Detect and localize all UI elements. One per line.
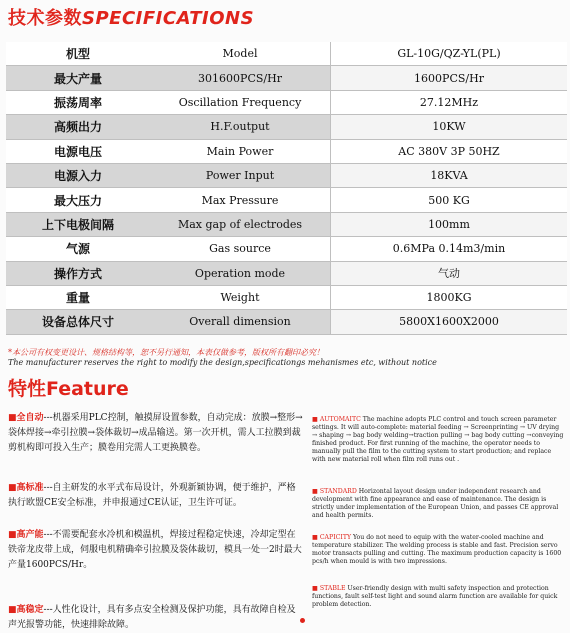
feature-en-tag: AUTOMAITC bbox=[319, 416, 363, 423]
specifications-header-en: SPECIFICATIONS bbox=[82, 8, 255, 29]
disclaimer-notice bbox=[8, 348, 568, 368]
feature-en-tag: CAPICITY bbox=[319, 534, 353, 541]
feature-cn-tag: 全自动 bbox=[16, 413, 44, 423]
page-dot-decoration bbox=[300, 618, 305, 623]
feature-cn-text: ---人性化设计，具有多点安全检测及保护功能，具有故障自检及声光报警功能，快速排除故障。 bbox=[8, 605, 296, 630]
spec-value: 5800X1600X2000 bbox=[331, 310, 568, 334]
spec-label-cn: 最大压力 bbox=[6, 188, 150, 212]
bullet-icon: ■ bbox=[312, 585, 320, 592]
spec-label-en: Weight bbox=[150, 285, 331, 309]
feature-cn-item bbox=[8, 411, 304, 456]
feature-en-text: User-friendly design with multi safety inspection and protection functions, fault self-test light and sound alarm function are available for quick problem detection. bbox=[312, 585, 558, 608]
feature-en-text: You do not need to equip with the water-cooled machine and temperature stabilizer. The welding process is stable and fast. Precision servo motor transacts pulling and cutting. The maximum production capacity is 1600 pcs/h when mould is with two impressions. bbox=[312, 534, 562, 565]
disclaimer-cn: *本公司有权变更设计、规格结构等，恕不另行通知，本表仅做参考，版权所有翻印必究！ bbox=[8, 348, 324, 357]
spec-label-cn: 重量 bbox=[6, 285, 150, 309]
spec-label-en: 301600PCS/Hr bbox=[150, 66, 331, 90]
bullet-icon: ■ bbox=[312, 488, 320, 495]
feature-header-cn: 特性 bbox=[8, 378, 47, 400]
spec-value: 1800KG bbox=[331, 285, 568, 309]
feature-cn-text: ---自主研发的水平式布局设计，外观新颖协调，便于维护，严格执行欧盟CE安全标准，并申报通过CE认证，卫生许可证。 bbox=[8, 483, 296, 508]
spec-label-cn: 电源电压 bbox=[6, 139, 150, 163]
spec-value: AC 380V 3P 50HZ bbox=[331, 139, 568, 163]
spec-label-en: Max gap of electrodes bbox=[150, 212, 331, 236]
spec-row bbox=[6, 139, 567, 163]
spec-row bbox=[6, 261, 567, 285]
spec-value: 10KW bbox=[331, 115, 568, 139]
spec-value: 1600PCS/Hr bbox=[331, 66, 568, 90]
spec-label-cn: 机型 bbox=[6, 42, 150, 66]
bullet-icon: ■ bbox=[312, 416, 320, 423]
spec-row bbox=[6, 310, 567, 334]
spec-value: 100mm bbox=[331, 212, 568, 236]
specifications-table bbox=[6, 42, 567, 335]
feature-cn-text: ---不需要配套水冷机和模温机，焊接过程稳定快速，冷却定型在铁帝龙皮带上成，伺服电机精确牵引拉膜及袋体裁切，模具一处一2时最大产量1600PCS/Hr。 bbox=[8, 530, 302, 570]
spec-value: GL-10G/QZ-YL(PL) bbox=[331, 42, 568, 66]
spec-row bbox=[6, 188, 567, 212]
spec-label-en: Power Input bbox=[150, 163, 331, 187]
feature-cn-tag: 高标准 bbox=[16, 483, 44, 493]
feature-en-tag: STANDARD bbox=[319, 488, 359, 495]
disclaimer-en: The manufacturer reserves the right to modify the design,specificationgs mehanismes etc, without notice bbox=[8, 358, 437, 367]
spec-row bbox=[6, 163, 567, 187]
spec-row bbox=[6, 212, 567, 236]
feature-en-item bbox=[312, 416, 564, 464]
spec-label-en: Main Power bbox=[150, 139, 331, 163]
feature-en-tag: STABLE bbox=[319, 585, 348, 592]
feature-header-en: Feature bbox=[46, 378, 129, 400]
spec-value: 气动 bbox=[331, 261, 568, 285]
spec-label-en: Model bbox=[150, 42, 331, 66]
feature-en-text: Horizontal layout design under independent research and development with fine appearance and ease of maintenance. The design is strictly under implementation of the European Union, and passes CE approval and health permits. bbox=[312, 488, 559, 519]
feature-cn-tag: 高产能 bbox=[16, 530, 44, 540]
spec-label-en: Gas source bbox=[150, 237, 331, 261]
spec-value: 27.12MHz bbox=[331, 90, 568, 114]
bullet-icon: ■ bbox=[312, 534, 320, 541]
spec-row bbox=[6, 237, 567, 261]
feature-cn-item bbox=[8, 528, 304, 573]
feature-cn-text: ---机器采用PLC控制，触摸屏设置参数，自动完成：放膜→整形→袋体焊接→牵引拉膜→袋体裁切→成品输送。第一次开机，需人工拉膜到裁剪机构即可投入生产；膜卷用完需人工更换膜卷。 bbox=[8, 413, 303, 453]
feature-header bbox=[8, 374, 129, 398]
spec-label-cn: 设备总体尺寸 bbox=[6, 310, 150, 334]
spec-row bbox=[6, 90, 567, 114]
spec-label-en: Oscillation Frequency bbox=[150, 90, 331, 114]
spec-label-cn: 气源 bbox=[6, 237, 150, 261]
bullet-icon: ■ bbox=[8, 530, 17, 540]
spec-label-en: Operation mode bbox=[150, 261, 331, 285]
spec-row bbox=[6, 115, 567, 139]
spec-row bbox=[6, 285, 567, 309]
spec-label-cn: 上下电极间隔 bbox=[6, 212, 150, 236]
feature-en-item bbox=[312, 488, 564, 520]
spec-label-cn: 振荡周率 bbox=[6, 90, 150, 114]
spec-label-en: Overall dimension bbox=[150, 310, 331, 334]
spec-value: 500 KG bbox=[331, 188, 568, 212]
spec-label-cn: 操作方式 bbox=[6, 261, 150, 285]
feature-en-item bbox=[312, 534, 564, 566]
specifications-header-cn: 技术参数 bbox=[8, 8, 82, 29]
spec-row bbox=[6, 66, 567, 90]
feature-en-item bbox=[312, 585, 564, 609]
feature-en-text: The machine adopts PLC control and touch screen parameter settings. It will auto-complete: material feeding → Screenprinting → UV drying → shaping → bag body welding→traction pulling → bag body cutting →conveying finished product. For first running of the machine, the operator needs to manually pull the film to the cutting system to start production; and replace with new material roll when film roll runs out . bbox=[312, 416, 564, 463]
feature-cn-tag: 高稳定 bbox=[16, 605, 44, 615]
spec-value: 18KVA bbox=[331, 163, 568, 187]
spec-row bbox=[6, 42, 567, 66]
bullet-icon: ■ bbox=[8, 605, 17, 615]
spec-label-en: Max Pressure bbox=[150, 188, 331, 212]
feature-cn-item bbox=[8, 481, 304, 511]
spec-label-en: H.F.output bbox=[150, 115, 331, 139]
bullet-icon: ■ bbox=[8, 483, 17, 493]
bullet-icon: ■ bbox=[8, 413, 17, 423]
spec-value: 0.6MPa 0.14m3/min bbox=[331, 237, 568, 261]
spec-label-cn: 电源入力 bbox=[6, 163, 150, 187]
spec-label-cn: 最大产量 bbox=[6, 66, 150, 90]
specifications-header bbox=[8, 4, 254, 28]
spec-label-cn: 高频出力 bbox=[6, 115, 150, 139]
